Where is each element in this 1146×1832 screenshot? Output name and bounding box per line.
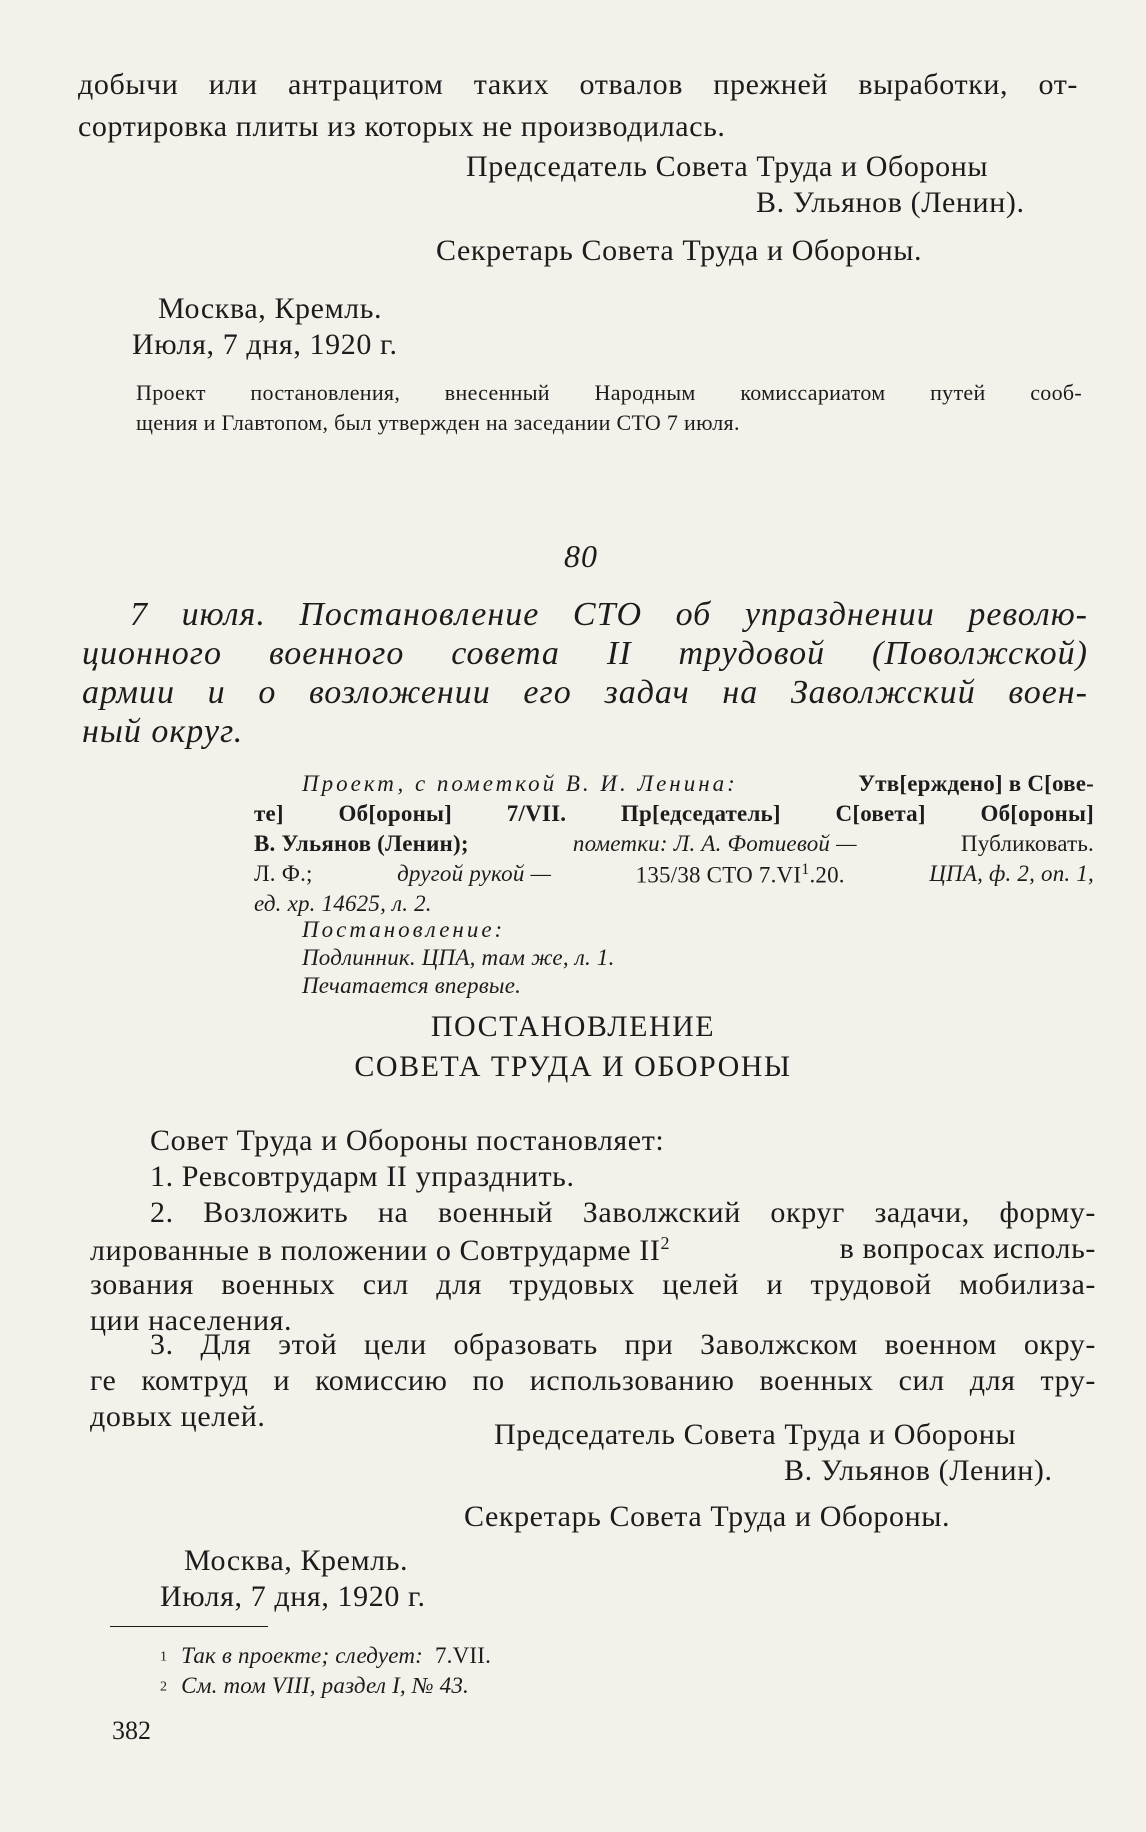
footnote-ref: 1 xyxy=(801,861,810,878)
source-text: другой рукой — xyxy=(397,861,552,886)
secretary-title: Секретарь Совета Труда и Обороны. xyxy=(464,1500,951,1533)
document-heading-line: ный округ. xyxy=(82,713,244,750)
place: Москва, Кремль. xyxy=(158,292,383,325)
document-heading-line: армии и о возложении его задач на Заволжский воен- xyxy=(82,674,1088,711)
footnote-text: 7.VII. xyxy=(434,1643,492,1668)
decree-item-line: довых целей. xyxy=(90,1400,266,1433)
source-note-line: Подлинник. ЦПА, там же, л. 1. xyxy=(302,945,615,970)
decree-item: 1. Ревсовтрударм II упразднить. xyxy=(150,1160,575,1193)
chairman-title: Председатель Совета Труда и Обороны xyxy=(466,150,989,183)
decree-subtitle: СОВЕТА ТРУДА И ОБОРОНЫ xyxy=(354,1050,792,1083)
source-note-line: те] Об[ороны] 7/VII. Пр[едседатель] С[овета] Об[ороны] xyxy=(254,801,1094,826)
source-text: Публиковать. xyxy=(960,831,1094,856)
source-text: пометки: Л. А. Фотиевой — xyxy=(572,831,857,856)
source-note-line: ед. хр. 14625, л. 2. xyxy=(254,891,432,916)
chairman-name: В. Ульянов (Ленин). xyxy=(756,186,1025,219)
text-line: сортировка плиты из которых не производилась. xyxy=(78,110,726,143)
document-number: 80 xyxy=(564,538,598,574)
decree-item: 2. Возложить на военный Заволжский округ задачи, форму- xyxy=(150,1196,1096,1229)
source-note-line xyxy=(302,772,1094,795)
source-note-line xyxy=(254,832,1094,855)
chairman-name: В. Ульянов (Ленин). xyxy=(784,1454,1053,1487)
footnote-mark: 2 xyxy=(160,1679,168,1695)
source-note-line: Постановление: xyxy=(302,917,506,942)
note-line: Проект постановления, внесенный Народным комиссариатом путей сооб- xyxy=(136,380,1082,405)
source-text: ЦПА, ф. 2, оп. 1, xyxy=(929,861,1094,886)
chairman-title: Председатель Совета Труда и Обороны xyxy=(494,1418,1017,1451)
note-line: щения и Главтопом, был утвержден на заседании СТО 7 июля. xyxy=(136,410,740,435)
date: Июля, 7 дня, 1920 г. xyxy=(132,328,398,361)
source-note-line xyxy=(254,862,1094,887)
footnote-divider xyxy=(110,1626,268,1627)
footnote xyxy=(160,1674,469,1697)
page-number: 382 xyxy=(112,1716,151,1745)
secretary-title: Секретарь Совета Труда и Обороны. xyxy=(436,234,923,267)
place: Москва, Кремль. xyxy=(184,1544,409,1577)
source-text: Утв[ерждено] в С[ове- xyxy=(858,771,1094,796)
text-span: в вопросах исполь- xyxy=(839,1232,1096,1265)
source-label: Проект, с пометкой В. И. Ленина: xyxy=(302,771,738,796)
decree-item-line: зования военных сил для трудовых целей и трудовой мобилиза- xyxy=(90,1268,1096,1301)
source-note-line: Печатается впервые. xyxy=(302,973,522,998)
source-text: Л. Ф.; xyxy=(254,861,313,886)
document-heading-line: 7 июля. Постановление СТО об упразднении револю- xyxy=(130,596,1088,633)
document-heading-line: ционного военного совета II трудовой (Поволжской) xyxy=(82,635,1088,672)
date: Июля, 7 дня, 1920 г. xyxy=(160,1580,426,1613)
decree-item-line: ции населения. xyxy=(90,1304,293,1337)
decree-intro: Совет Труда и Обороны постановляет: xyxy=(150,1124,665,1157)
footnote xyxy=(160,1644,491,1667)
decree-item-line: ге комтруд и комиссию по использованию военных сил для тру- xyxy=(90,1364,1096,1397)
decree-item: 3. Для этой цели образовать при Заволжском военном окру- xyxy=(150,1328,1096,1361)
decree-item-line xyxy=(90,1234,1096,1266)
footnote-text: См. том VIII, раздел I, № 43. xyxy=(181,1673,470,1698)
footnote-text: Так в проекте; следует: xyxy=(181,1643,424,1668)
source-text: .20. xyxy=(809,862,845,888)
footnote-ref: 2 xyxy=(660,1233,671,1253)
footnote-mark: 1 xyxy=(160,1649,168,1665)
source-text: В. Ульянов (Ленин); xyxy=(254,831,469,856)
text-line: добычи или антрацитом таких отвалов прежней выработки, от- xyxy=(78,68,1078,101)
source-text: 135/38 СТО 7.VI xyxy=(635,862,802,888)
decree-title: ПОСТАНОВЛЕНИЕ xyxy=(430,1010,716,1043)
text-span: лированные в положении о Совтрударме II xyxy=(90,1234,661,1267)
